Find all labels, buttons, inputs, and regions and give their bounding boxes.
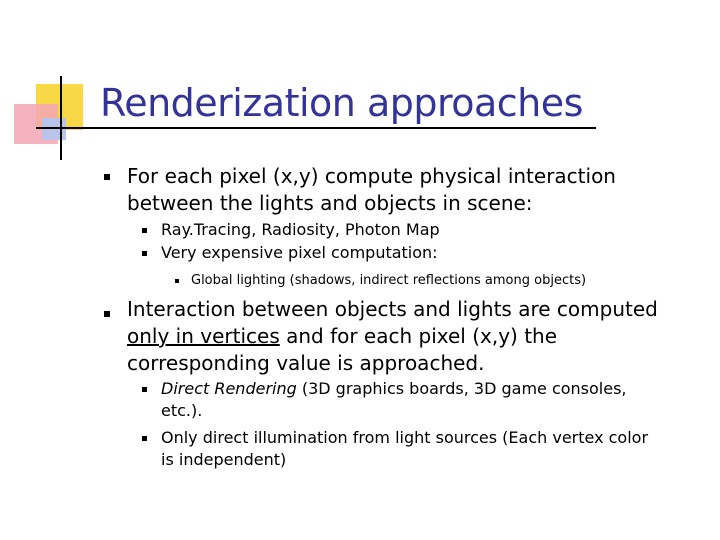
sub-bullet-marker bbox=[142, 228, 147, 233]
sub-bullet-2-1-line-2: etc.). bbox=[161, 401, 203, 420]
underlined-phrase: only in vertices bbox=[127, 324, 280, 348]
sub-bullet-2-1 bbox=[161, 378, 627, 422]
sub-sub-bullet-marker bbox=[175, 279, 179, 283]
sub-sub-bullet-1-2-1: Global lighting (shadows, indirect reflections among objects) bbox=[191, 273, 587, 288]
bullet-1-line-2: between the lights and objects in scene: bbox=[127, 191, 533, 215]
bullet-2-line-2-rest: and for each pixel (x,y) the bbox=[279, 324, 558, 348]
sub-bullet-marker bbox=[142, 387, 147, 392]
decor-blue-square bbox=[42, 118, 66, 140]
sub-bullet-2-2-line-1: Only direct illumination from light sources (Each vertex color bbox=[161, 428, 649, 447]
sub-bullet-1-2: Very expensive pixel computation: bbox=[161, 243, 438, 262]
sub-bullet-2-2 bbox=[161, 427, 648, 471]
bullet-1-line-1: For each pixel (x,y) compute physical interaction bbox=[127, 164, 616, 188]
bullet-2-line-2 bbox=[127, 323, 658, 350]
sub-bullet-2-2-line-2: is independent) bbox=[161, 450, 287, 469]
sub-bullet-1-1: Ray.Tracing, Radiosity, Photon Map bbox=[161, 220, 440, 239]
bullet-marker bbox=[104, 311, 110, 317]
sub-bullet-marker bbox=[142, 436, 147, 441]
italic-term: Direct Rendering bbox=[161, 379, 297, 398]
bullet-2-line-1: Interaction between objects and lights are computed bbox=[127, 297, 658, 321]
slide-title: Renderization approaches bbox=[100, 81, 583, 125]
sub-bullet-2-1-rest: (3D graphics boards, 3D game consoles, bbox=[296, 379, 627, 398]
bullet-1 bbox=[127, 163, 616, 217]
decor-vertical-line bbox=[60, 76, 62, 160]
bullet-2-line-3: corresponding value is approached. bbox=[127, 351, 485, 375]
sub-bullet-marker bbox=[142, 251, 147, 256]
bullet-marker bbox=[104, 174, 110, 180]
bullet-2 bbox=[127, 296, 658, 377]
